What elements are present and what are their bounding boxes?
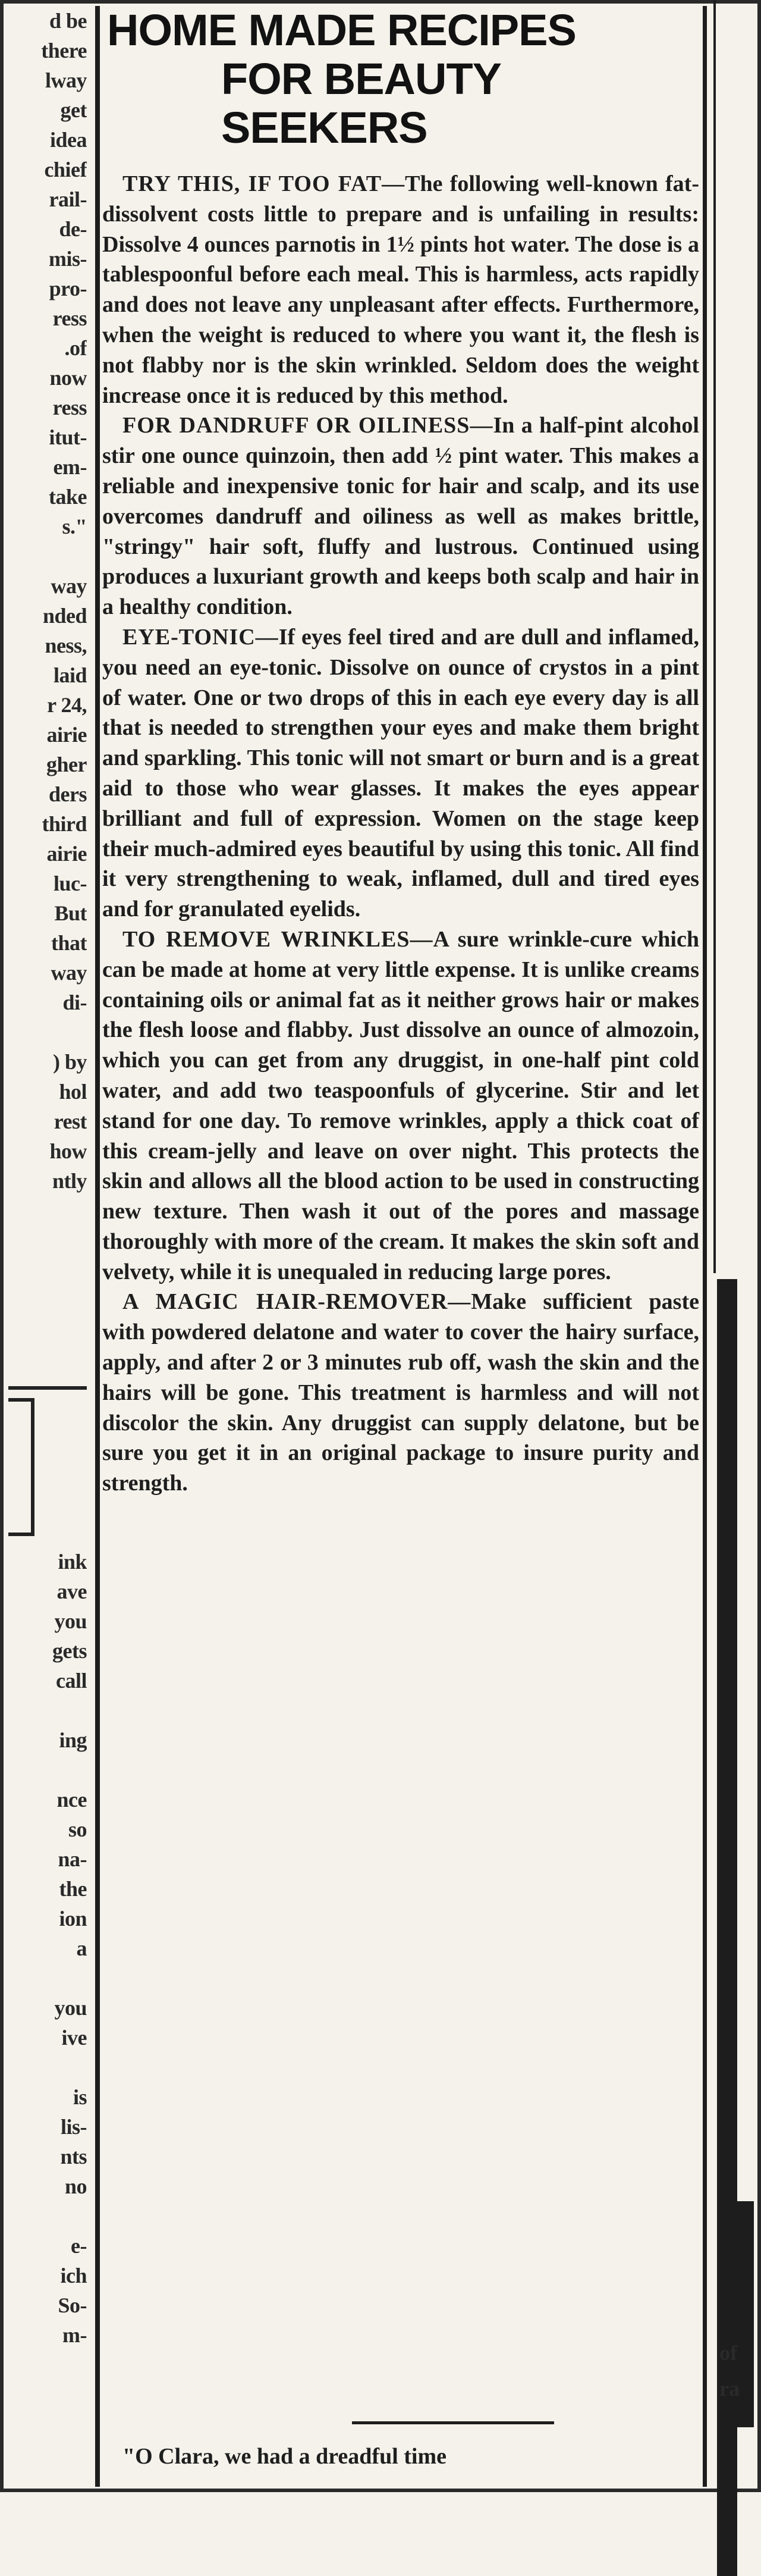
left-fragment-line: ive — [61, 2026, 87, 2049]
left-fragment-line: gets — [52, 1639, 87, 1663]
left-fragment-line: way — [51, 574, 87, 598]
left-fragment-line: a — [76, 1936, 87, 1960]
left-fragment-line: ich — [60, 2264, 87, 2287]
frame-bottom-border — [0, 2489, 761, 2492]
left-fragment-line: di- — [62, 991, 87, 1014]
left-fragment-line: gher — [46, 753, 87, 776]
left-fragment-line: ness, — [45, 634, 87, 657]
left-fragment-line: ntly — [52, 1169, 87, 1193]
right-fragment-1: of — [719, 2341, 737, 2365]
paragraph-lead: A MAGIC HAIR-REMOVER— — [122, 1289, 471, 1315]
paragraph-dandruff — [102, 410, 699, 622]
left-fragments-upper — [8, 6, 87, 1196]
paragraph-lead: FOR DANDRUFF OR OILINESS— — [122, 413, 493, 438]
left-fragment-line: take — [49, 485, 87, 509]
frame-top-border — [0, 0, 761, 4]
left-fragment-line: no — [64, 2174, 87, 2198]
column-rule-right — [703, 6, 707, 2487]
left-fragment-line: r 24, — [47, 693, 87, 717]
left-fragment-line — [8, 541, 87, 571]
left-fragment-line: de- — [59, 217, 87, 241]
left-fragment-line: pro- — [49, 277, 87, 300]
headline-line-1: HOME MADE RECIPES — [107, 5, 576, 55]
left-column-fragments — [8, 6, 87, 2487]
left-fragment-line: the — [59, 1877, 87, 1901]
left-fragment-line: e- — [71, 2234, 87, 2258]
left-fragment-line: rest — [54, 1110, 87, 1133]
right-black-bar-lower — [737, 2201, 754, 2427]
left-fragment-line — [8, 1696, 87, 1725]
frame-right-border — [757, 0, 761, 2492]
left-fragment-line: itut- — [49, 425, 87, 449]
left-fragment-line: hol — [59, 1080, 87, 1104]
left-box-border — [8, 1398, 34, 1536]
left-fragment-line: nded — [42, 604, 87, 628]
headline-line-2: FOR BEAUTY SEEKERS — [221, 54, 501, 152]
left-fragment-line: laid — [53, 663, 87, 687]
left-fragments-lower — [8, 1547, 87, 2350]
left-fragment-line: how — [49, 1139, 87, 1163]
left-fragment-line — [8, 2052, 87, 2082]
left-fragment-line: mis- — [49, 247, 87, 271]
column-rule-right-inner — [713, 0, 716, 1273]
left-fragment-line: rail- — [49, 187, 87, 211]
left-fragment-line: chief — [44, 158, 87, 181]
paragraph-text: In a half-pint alcohol stir one ounce quinzoin, then add ½ pint water. This makes a reliable and inexpensive tonic for hair and scalp, and its use overcomes dandruff and oiliness as well as makes brittle, "stringy" hair soft, fluffy and lustrous. Continued using produces a luxuriant growth and keeps both scalp and hair in a healthy condition. — [102, 413, 699, 620]
paragraph-wrinkles — [102, 925, 699, 1287]
left-fragment-line — [8, 2201, 87, 2231]
left-fragment-line: way — [51, 961, 87, 985]
left-fragment-line: ders — [49, 782, 87, 806]
left-fragment-line: nce — [56, 1788, 87, 1812]
left-fragment-line: nts — [60, 2145, 87, 2168]
left-fragment-line: luc- — [54, 872, 87, 895]
left-fragment-line: ress — [52, 306, 87, 330]
left-fragment-line: na- — [58, 1847, 87, 1871]
left-fragment-line: so — [68, 1817, 87, 1841]
left-fragment-line: airie — [46, 842, 87, 866]
paragraph-eye-tonic — [102, 622, 699, 925]
left-fragment-line: is — [73, 2085, 87, 2109]
left-fragment-line: get — [60, 98, 87, 122]
right-fragment-2: ra — [719, 2377, 740, 2400]
paragraph-fat — [102, 169, 699, 410]
left-fragment-line: ion — [59, 1907, 87, 1931]
left-fragment-line: you — [54, 1996, 87, 2020]
left-fragment-line: But — [54, 901, 87, 925]
left-fragment-line: ink — [58, 1550, 87, 1574]
left-fragment-line: ress — [52, 396, 87, 419]
paragraph-lead: EYE-TONIC— — [122, 624, 279, 650]
left-fragment-line: now — [49, 366, 87, 390]
column-rule-left — [95, 6, 100, 2487]
article-body — [102, 169, 699, 1499]
paragraph-text: Make sufficient paste with powdered delatone and water to cover the hairy surface, apply, and after 2 or 3 minutes rub off, wash the skin and the hairs will be gone. This treatment is harmless and will not discolor the skin. Any druggist can supply delatone, but be sure you get it in an original package to insure purity and strength. — [102, 1289, 699, 1496]
left-fragment-line: m- — [62, 2323, 87, 2347]
left-fragment-line: .of — [64, 336, 87, 360]
left-fragment-line: em- — [53, 455, 87, 479]
next-article-start: "O Clara, we had a dreadful time — [122, 2444, 446, 2469]
left-fragment-line — [8, 1017, 87, 1047]
left-fragment-line: ave — [56, 1580, 87, 1603]
left-fragment-line: d be — [49, 9, 87, 33]
left-fragment-line: idea — [49, 128, 87, 152]
article-divider — [352, 2421, 554, 2424]
paragraph-lead: TRY THIS, IF TOO FAT— — [122, 171, 405, 196]
left-fragment-line: you — [54, 1609, 87, 1633]
paragraph-text: A sure wrinkle-cure which can be made at home at very little expense. It is unlike creams containing oils or animal fat as it neither grows hair or makes the flesh loose and flabby. Just dissolve an ounce of almozoin, which you can get from any druggist, in one-half pint cold water, and add two teaspoonfuls of glycerine. Stir and let stand for one day. To remove wrinkles, apply a thick coat of this cream-jelly and leave on over night. This protects the skin and allows all the blood action to be used in constructing new texture. Then wash it out of the pores and massage thoroughly with more of the cream. It makes the skin soft and velvety, while it is unequaled in reducing large pores. — [102, 926, 699, 1284]
left-fragment-line — [8, 1755, 87, 1785]
left-fragment-line: that — [51, 931, 87, 955]
left-fragment-line: third — [42, 812, 87, 836]
left-fragment-line: there — [41, 39, 87, 62]
paragraph-text: The following well-known fat-dissolvent costs little to prepare and is unfailing in results: Dissolve 4 ounces parnotis in 1½ pints hot water. The dose is a tablespoonful before each meal. This is harmless, acts rapidly and does not leave any unpleasant after effects. Furthermore, when the weight is reduced to where you want it, the flesh is not flabby nor is the skin wrinkled. Seldom does the weight increase once it is reduced by this method. — [102, 171, 699, 408]
frame-left-border — [0, 0, 4, 2492]
left-fragment-line: call — [56, 1669, 87, 1693]
article — [102, 6, 699, 2487]
left-box-rule — [8, 1386, 87, 1390]
paragraph-hair-remover — [102, 1287, 699, 1499]
left-fragment-line: ) by — [52, 1050, 87, 1074]
left-fragment-line: ing — [59, 1728, 87, 1752]
left-fragment-line: airie — [46, 723, 87, 747]
left-fragment-line: So- — [58, 2293, 87, 2317]
left-fragment-line — [8, 1963, 87, 1993]
left-fragment-line: s." — [62, 515, 87, 538]
paragraph-text: If eyes feel tired and are dull and inflamed, you need an eye-tonic. Dissolve on ounce of crystos in a pint of water. One or two drops of this in each eye every day is all that is needed to strengthen your eyes and make them bright and sparkling. This tonic will not smart or burn and is a great aid to those who wear glasses. It makes the eyes appear brilliant and full of expression. Women on the stage keep their much-admired eyes beautiful by using this tonic. All find it very strengthening to weak, inflamed, dull and tired eyes and for granulated eyelids. — [102, 624, 699, 922]
left-fragment-line: lis- — [60, 2115, 87, 2139]
headline — [102, 6, 699, 152]
left-fragment-line: lway — [45, 68, 87, 92]
paragraph-lead: TO REMOVE WRINKLES— — [122, 926, 433, 952]
